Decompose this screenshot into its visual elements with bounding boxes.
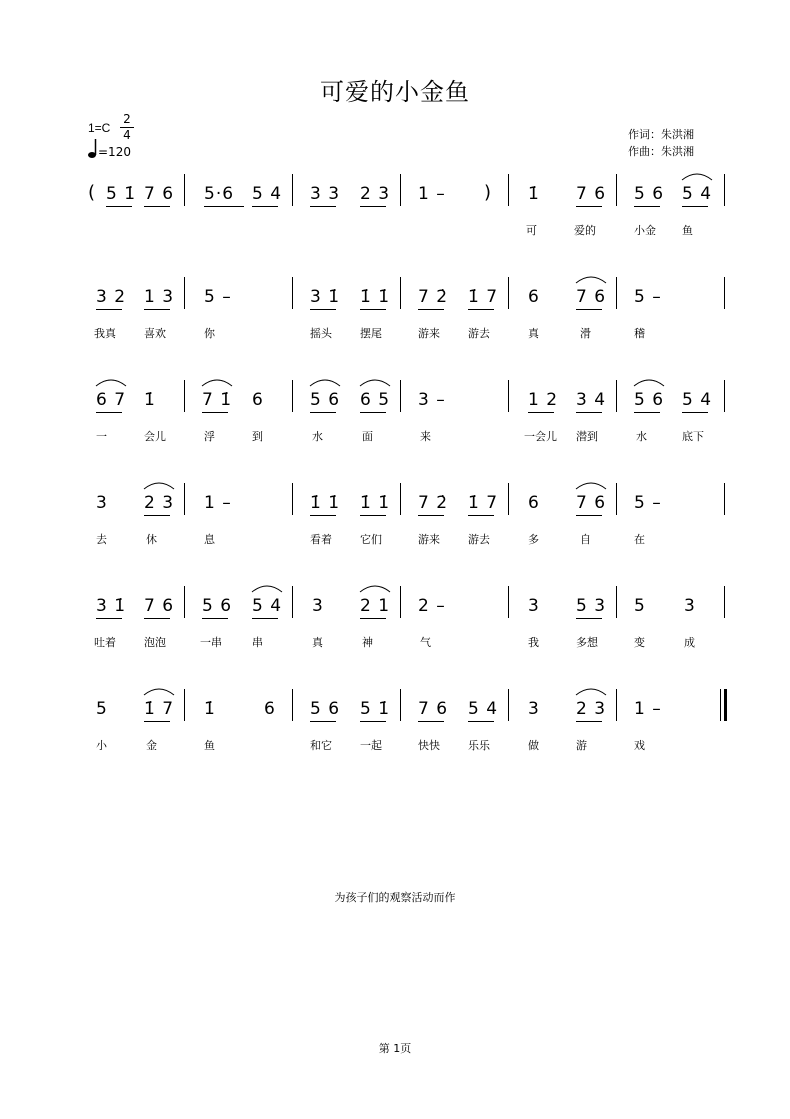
lyric: 鱼 [682, 224, 693, 237]
note-group: 7 6 [418, 699, 449, 719]
lyric: 小金 [634, 224, 656, 237]
note-group: 7 6 [576, 287, 607, 307]
lyric: 游去 [468, 327, 490, 340]
slur-icon [358, 376, 392, 388]
lyric: 泡泡 [144, 636, 166, 649]
note-group: 1 2 [528, 390, 559, 410]
slur-icon [200, 376, 234, 388]
tempo-value: =120 [98, 145, 131, 159]
lyric: 去 [96, 533, 107, 546]
note-group: 5 4 [252, 596, 283, 616]
lyric: 吐着 [94, 636, 116, 649]
system-4 [88, 493, 738, 573]
lyric: 自 [580, 533, 591, 546]
note-group: 7 6 [576, 493, 607, 513]
note-group: 1̇ [528, 184, 540, 204]
note-group: 1̇ 7 [468, 493, 499, 513]
slur-icon [308, 376, 342, 388]
lyric: 来 [420, 430, 431, 443]
lyric: 面 [362, 430, 373, 443]
note-group: 1̇ [204, 699, 216, 719]
note-group: 6 7 [96, 390, 127, 410]
lyric: 一串 [200, 636, 222, 649]
lyric: 真 [312, 636, 323, 649]
note-group: 3 [684, 596, 696, 616]
note-group: 3 [96, 493, 108, 513]
note-group: 3 [312, 596, 324, 616]
note-group: 3 2 [96, 287, 127, 307]
lyric: 潜到 [576, 430, 598, 443]
system-1 [88, 184, 738, 264]
note-group: 1̇ [144, 390, 156, 410]
note-group: 2 3 [144, 493, 175, 513]
slur-icon [680, 170, 714, 182]
lyric: 你 [204, 327, 215, 340]
note-group: 5 6 [310, 390, 341, 410]
note-group: 7 6 [144, 596, 175, 616]
note-group: 5 – [634, 287, 662, 307]
quarter-note-icon [88, 137, 98, 159]
lyric: 会儿 [144, 430, 166, 443]
lyric: 变 [634, 636, 645, 649]
time-bottom: 4 [123, 128, 131, 142]
lyric: 鱼 [204, 739, 215, 752]
lyric: 多想 [576, 636, 598, 649]
lyric: 金 [146, 739, 157, 752]
lyric: 浮 [204, 430, 215, 443]
note-group: 5 4 [682, 390, 713, 410]
lyric: 戏 [634, 739, 645, 752]
note-group: 7 1̇ [202, 390, 233, 410]
note-group: 5 6 [634, 184, 665, 204]
slur-icon [250, 582, 284, 594]
note-group: 1̇ 1̇ [360, 287, 391, 307]
dedication-note: 为孩子们的观察活动而作 [334, 891, 456, 904]
note-group: 1̇ 7 [144, 699, 175, 719]
note-group: 5 – [634, 493, 662, 513]
note-group: 5 [634, 596, 646, 616]
system-5 [88, 596, 738, 676]
lyric: 乐乐 [468, 739, 490, 752]
lyric: 看着 [310, 533, 332, 546]
lyric: 快快 [418, 739, 440, 752]
lyric: 它们 [360, 533, 382, 546]
lyric: 我 [528, 636, 539, 649]
note-group: 2 3 [360, 184, 391, 204]
lyric: 做 [528, 739, 539, 752]
note-group: 5 4 [252, 184, 283, 204]
note-group: 3 [528, 699, 540, 719]
note-group: 6 5 [360, 390, 391, 410]
note-group: 7 2̇ [418, 493, 449, 513]
lyric: 摇头 [310, 327, 332, 340]
lyric: 水 [636, 430, 647, 443]
slur-icon [94, 376, 128, 388]
lyric: 喜欢 [144, 327, 166, 340]
lyric: 可 [526, 224, 537, 237]
note-group: 7 2̇ [418, 287, 449, 307]
note-group: 1 – [204, 493, 232, 513]
note-group: 5 1̇ [360, 699, 391, 719]
lyric: 游 [576, 739, 587, 752]
note-group: 2 1 [360, 596, 391, 616]
note-group: 6 [528, 493, 540, 513]
close-paren: ) [484, 182, 492, 203]
page-number: 第 1页 [378, 1042, 412, 1055]
slur-icon [574, 273, 608, 285]
lyric: 摆尾 [360, 327, 382, 340]
lyric: 成 [684, 636, 695, 649]
tempo-mark [88, 137, 131, 159]
slur-icon [574, 685, 608, 697]
lyric: 到 [252, 430, 263, 443]
open-paren: ( [88, 182, 96, 203]
lyric: 休 [146, 533, 157, 546]
lyric: 一 [96, 430, 107, 443]
lyricist: 作词：朱洪湘 [628, 128, 694, 141]
note-group: 1̇ 1̇ [310, 493, 341, 513]
note-group: 3 1̇ [96, 596, 127, 616]
note-group: 1 – [418, 184, 446, 204]
lyric: 和它 [310, 739, 332, 752]
lyric: 多 [528, 533, 539, 546]
note-group: 5 6 [634, 390, 665, 410]
credits [628, 126, 694, 160]
lyric: 小 [96, 739, 107, 752]
note-group: 5 3 [576, 596, 607, 616]
note-group: 6 [528, 287, 540, 307]
lyric: 息 [204, 533, 215, 546]
lyric: 稽 [634, 327, 645, 340]
note-group: 3 3 [310, 184, 341, 204]
lyric: 滑 [580, 327, 591, 340]
note-group: 5 [96, 699, 108, 719]
system-3 [88, 390, 738, 470]
lyric: 神 [362, 636, 373, 649]
note-group: 3 1̇ [310, 287, 341, 307]
time-top: 2 [123, 112, 131, 126]
note-group: 6 [264, 699, 276, 719]
note-group: 5 1̇ [106, 184, 137, 204]
note-group: 1̇ 1̇ [360, 493, 391, 513]
song-title: 可爱的小金鱼 [320, 78, 470, 106]
note-group: 1 3 [144, 287, 175, 307]
system-6 [88, 699, 738, 779]
note-group: 2 3 [576, 699, 607, 719]
lyric: 一会儿 [524, 430, 557, 443]
slur-icon [632, 376, 666, 388]
lyric: 底下 [682, 430, 704, 443]
lyric: 游来 [418, 327, 440, 340]
lyric: 在 [634, 533, 645, 546]
slur-icon [142, 479, 176, 491]
note-group: 3 4 [576, 390, 607, 410]
note-group: 5 6 [202, 596, 233, 616]
lyric: 爱的 [574, 224, 596, 237]
slur-icon [574, 479, 608, 491]
note-group: 7 6 [144, 184, 175, 204]
note-group: 3 – [418, 390, 446, 410]
lyric: 气 [420, 636, 431, 649]
note-group: 5·6 [204, 184, 235, 204]
lyric: 我真 [94, 327, 116, 340]
note-group: 5 4 [682, 184, 713, 204]
lyric: 串 [252, 636, 263, 649]
key-signature: 1=C [88, 121, 111, 135]
note-group: 3 [528, 596, 540, 616]
system-2 [88, 287, 738, 367]
note-group: 5 6 [310, 699, 341, 719]
lyric: 真 [528, 327, 539, 340]
note-group: 1̇ 7 [468, 287, 499, 307]
slur-icon [358, 582, 392, 594]
note-group: 5 – [204, 287, 232, 307]
note-group: 6 [252, 390, 264, 410]
note-group: 1 – [634, 699, 662, 719]
note-group: 7 6 [576, 184, 607, 204]
lyric: 水 [312, 430, 323, 443]
composer: 作曲：朱洪湘 [628, 145, 694, 158]
lyric: 游来 [418, 533, 440, 546]
slur-icon [142, 685, 176, 697]
note-group: 5 4 [468, 699, 499, 719]
lyric: 一起 [360, 739, 382, 752]
lyric: 游去 [468, 533, 490, 546]
note-group: 2 – [418, 596, 446, 616]
